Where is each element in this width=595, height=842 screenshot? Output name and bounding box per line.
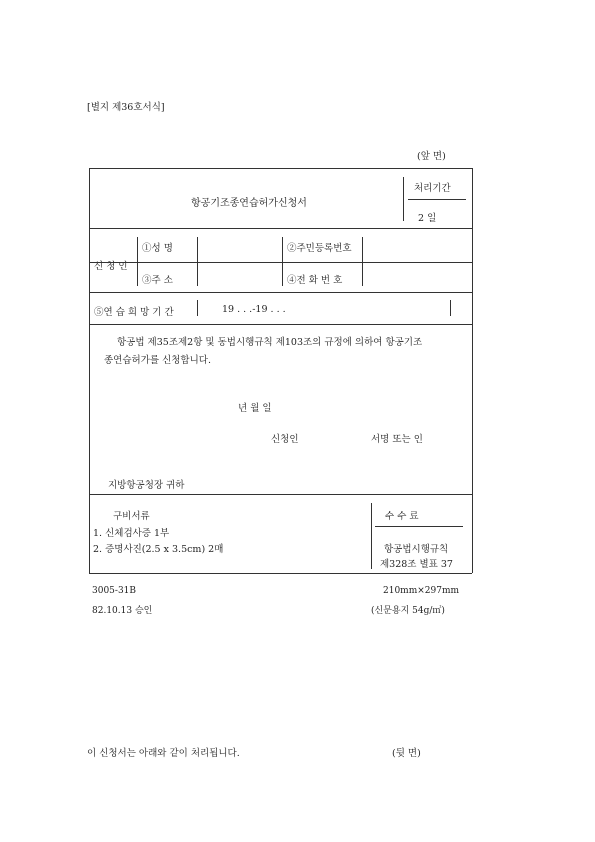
form-title: 항공기조종연습허가신청서 <box>191 198 307 209</box>
fee-divider <box>371 503 372 569</box>
applicant-sign-label: 신청인 <box>271 434 299 445</box>
documents-top-line <box>89 494 472 495</box>
document-item: 2. 증명사진(2.5 x 3.5cm) 2매 <box>93 544 224 555</box>
fee-header: 수 수 료 <box>385 511 419 522</box>
form-reference: [별지 제36호서식] <box>87 102 165 113</box>
period-value: 19 . . .-19 . . . <box>222 304 286 315</box>
phone-label: ④전 화 번 호 <box>287 275 343 286</box>
addressee: 지방항공청장 귀하 <box>108 480 185 491</box>
fee-text-line-2: 제328조 별표 37 <box>380 559 453 570</box>
processing-period-value: 2 일 <box>418 213 437 224</box>
document-item: 1. 신체검사증 1부 <box>93 528 170 539</box>
signature-label: 서명 또는 인 <box>371 434 423 445</box>
form-code: 3005-31B <box>92 586 137 596</box>
period-label: ⑤연 습 희 망 기 간 <box>94 307 174 318</box>
statement-top-line <box>89 324 472 325</box>
paper-size: 210mm×297mm <box>383 586 460 596</box>
front-side-label: (앞 면) <box>417 151 446 162</box>
period-divider <box>197 300 198 316</box>
period-right-tick <box>450 300 451 316</box>
date-line: 년 월 일 <box>238 403 272 414</box>
reg-no-label: ②주민등록번호 <box>287 243 352 254</box>
processing-period-label: 처리기간 <box>414 183 451 194</box>
period-top-line <box>89 292 472 293</box>
applicant-group-label: 신 청 인 <box>94 261 128 272</box>
address-label: ③주 소 <box>142 275 173 286</box>
applicant-top-line <box>89 228 472 229</box>
back-side-label: (뒷 면) <box>392 748 421 759</box>
name-label: ①성 명 <box>142 243 173 254</box>
frame-top <box>89 168 472 169</box>
frame-bottom <box>89 573 472 574</box>
frame-right <box>472 168 473 573</box>
documents-header: 구비서류 <box>113 511 150 522</box>
back-side-note: 이 신청서는 아래와 같이 처리됩니다. <box>87 748 240 759</box>
processing-divider-left <box>403 177 404 221</box>
approval-date: 82.10.13 승인 <box>92 606 153 616</box>
fee-underline <box>375 526 463 527</box>
paper-type: (신문용지 54g/㎡) <box>371 606 445 616</box>
fee-text-line-1: 항공법시행규칙 <box>384 544 449 555</box>
processing-divider <box>408 199 466 200</box>
statement-line-2: 종연습허가를 신청합니다. <box>104 355 211 366</box>
applicant-mid-line <box>89 262 472 263</box>
statement-line-1: 항공법 제35조제2항 및 동법시행규칙 제103조의 규정에 의하여 항공기조 <box>117 337 423 348</box>
